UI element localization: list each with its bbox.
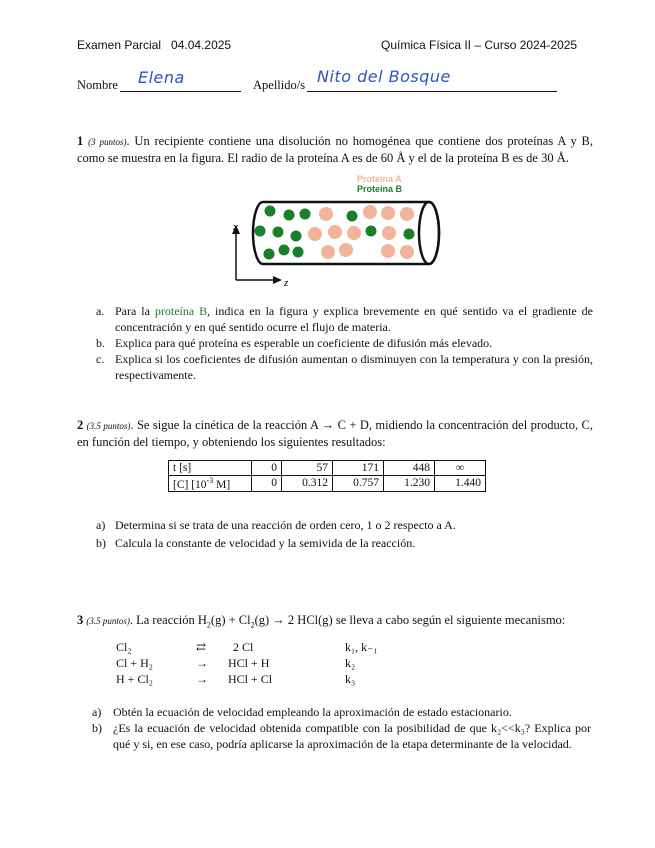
table-row bbox=[169, 476, 486, 492]
q2-number: 2 bbox=[77, 418, 84, 432]
mech-reactants: Cl + H₂ bbox=[116, 656, 153, 670]
protein-b bbox=[300, 209, 311, 220]
item-label: b) bbox=[96, 536, 106, 550]
protein-a bbox=[400, 207, 414, 221]
protein-b bbox=[293, 247, 304, 258]
protein-b bbox=[264, 249, 275, 260]
header-c-sup: -3 bbox=[206, 476, 214, 485]
mech-arrow: → bbox=[196, 656, 208, 670]
protein-a bbox=[319, 207, 333, 221]
mech-k: k₁, k₋₁ bbox=[345, 640, 378, 654]
surname-handwritten: Nito del Bosque bbox=[317, 67, 451, 86]
q2-text: . Se sigue la cinética de la reacción A → C + D, midiendo la concentración del producto, C, en función del tiempo, y obteniendo los siguientes resultados: bbox=[77, 418, 594, 449]
name-label: Nombre bbox=[77, 78, 118, 92]
item-text bbox=[115, 303, 593, 335]
item-label: c. bbox=[96, 352, 105, 366]
q3-statement: 3 (3.5 puntos). La reacción $H_2(g) + Cl_2(g) \to 2$ HCl(g) se lleva a cabo según el siguiente mecanismo: bbox=[77, 613, 566, 630]
q1-points: (3 puntos) bbox=[88, 137, 127, 147]
protein-a bbox=[382, 226, 396, 240]
item-label: b) bbox=[92, 721, 102, 735]
protein-a-particles bbox=[308, 205, 414, 259]
exam-header: Examen Parcial 04.04.2025 bbox=[77, 38, 232, 52]
protein-b bbox=[279, 245, 290, 256]
mech-reactants: H + Cl₂ bbox=[116, 672, 153, 686]
protein-a bbox=[381, 244, 395, 258]
name-handwritten: Elena bbox=[138, 68, 185, 87]
item-text: Explica para qué proteína es esperable un coeficiente de difusión más elevado. bbox=[115, 336, 493, 350]
q1-text: . Un recipiente contiene una disolución no homogénea que contiene dos proteínas A y B, como se muestra en la figura. El radio de la proteína A es de 60 Å y el de la proteína B es de 30 Å. bbox=[77, 134, 594, 165]
header-c-pre: [C] [10 bbox=[173, 478, 207, 491]
protein-b bbox=[265, 206, 276, 217]
item-text-pre: Para la bbox=[115, 304, 155, 318]
axis-z-label: z bbox=[284, 277, 289, 289]
protein-b bbox=[273, 227, 284, 238]
item-text: Determina si se trata de una reacción de orden cero, 1 o 2 respecto a A. bbox=[115, 518, 456, 532]
protein-b bbox=[291, 231, 302, 242]
surname-underline bbox=[307, 91, 557, 92]
protein-a bbox=[328, 225, 342, 239]
mech-products: HCl + Cl bbox=[228, 672, 273, 686]
table-cell: ∞ bbox=[435, 461, 486, 476]
legend-protein-a: Proteína A bbox=[357, 174, 402, 184]
q2-statement bbox=[77, 417, 593, 450]
table-cell: 171 bbox=[333, 461, 384, 476]
protein-a bbox=[347, 226, 361, 240]
mech-reactants: Cl₂ bbox=[116, 640, 132, 654]
table-cell: 0 bbox=[252, 461, 282, 476]
q1-statement bbox=[77, 133, 593, 166]
item-label: a) bbox=[96, 518, 106, 532]
item-text: ¿Es la ecuación de velocidad obtenida compatible con la posibilidad de que k₂<<k₃? Explica por qué y si, en ese caso, podría aplicarse la aproximación de la etapa determinante de la velocidad. bbox=[113, 721, 591, 751]
mech-k: k₂ bbox=[345, 656, 356, 670]
legend-protein-b: Proteína B bbox=[357, 184, 403, 194]
item-label: b. bbox=[96, 336, 105, 350]
mech-k: k₃ bbox=[345, 672, 356, 686]
axis-x-label: x bbox=[233, 221, 238, 233]
header-c-post: M] bbox=[213, 478, 231, 491]
table-cell: 0 bbox=[252, 476, 282, 492]
mech-arrow: ⇄ bbox=[196, 640, 207, 654]
table-cell: 0.312 bbox=[282, 476, 333, 492]
q1-number: 1 bbox=[77, 134, 84, 148]
protein-a bbox=[321, 245, 335, 259]
axis-z-arrow bbox=[273, 276, 282, 284]
table-cell: 448 bbox=[384, 461, 435, 476]
q3-text-mid2: (g) → 2 HCl(g) se lleva a cabo según el siguiente mecanismo: bbox=[254, 613, 566, 627]
q3-number: 3 bbox=[77, 613, 84, 627]
q3-text-pre: . La reacción H bbox=[129, 613, 207, 627]
protein-b bbox=[255, 226, 266, 237]
name-underline bbox=[120, 91, 241, 92]
table-cell: 1.230 bbox=[384, 476, 435, 492]
table-header-c bbox=[169, 476, 252, 492]
item-text-post: , indica en la figura y explica brevemente en qué sentido va el gradiente de concentración y en qué sentido ocurre el flujo de materia. bbox=[115, 304, 594, 334]
protein-a bbox=[381, 206, 395, 220]
q3-text-mid1: (g) + Cl bbox=[210, 613, 251, 627]
protein-a bbox=[400, 245, 414, 259]
q3-points: (3.5 puntos) bbox=[86, 616, 130, 626]
course-header: Química Física II – Curso 2024-2025 bbox=[381, 38, 578, 52]
table-cell: 1.440 bbox=[435, 476, 486, 492]
item-text: Calcula la constante de velocidad y la semivida de la reacción. bbox=[115, 536, 416, 550]
table-cell: 57 bbox=[282, 461, 333, 476]
protein-b bbox=[366, 226, 377, 237]
item-label: a) bbox=[92, 705, 102, 719]
protein-b bbox=[404, 229, 415, 240]
kinetics-table bbox=[168, 460, 486, 492]
cylinder-end bbox=[419, 202, 439, 264]
item-text: Explica si los coeficientes de difusión aumentan o disminuyen con la temperatura y con la presión, respectivamente. bbox=[115, 352, 593, 382]
table-header-t: t [s] bbox=[169, 461, 252, 476]
mech-arrow: → bbox=[196, 672, 208, 686]
item-text: Obtén la ecuación de velocidad empleando la aproximación de estado estacionario. bbox=[113, 705, 512, 719]
item-label: a. bbox=[96, 304, 105, 318]
table-cell: 0.757 bbox=[333, 476, 384, 492]
table-row bbox=[169, 461, 486, 476]
protein-b bbox=[284, 210, 295, 221]
protein-b bbox=[347, 211, 358, 222]
surname-label: Apellido/s bbox=[253, 78, 306, 92]
protein-figure bbox=[225, 170, 445, 292]
q2-points: (3.5 puntos) bbox=[86, 421, 131, 431]
protein-a bbox=[339, 243, 353, 257]
protein-a bbox=[363, 205, 377, 219]
mech-products: 2 Cl bbox=[233, 640, 254, 654]
protein-b-highlight: proteína B bbox=[154, 304, 208, 318]
mech-products: HCl + H bbox=[228, 656, 270, 670]
protein-a bbox=[308, 227, 322, 241]
